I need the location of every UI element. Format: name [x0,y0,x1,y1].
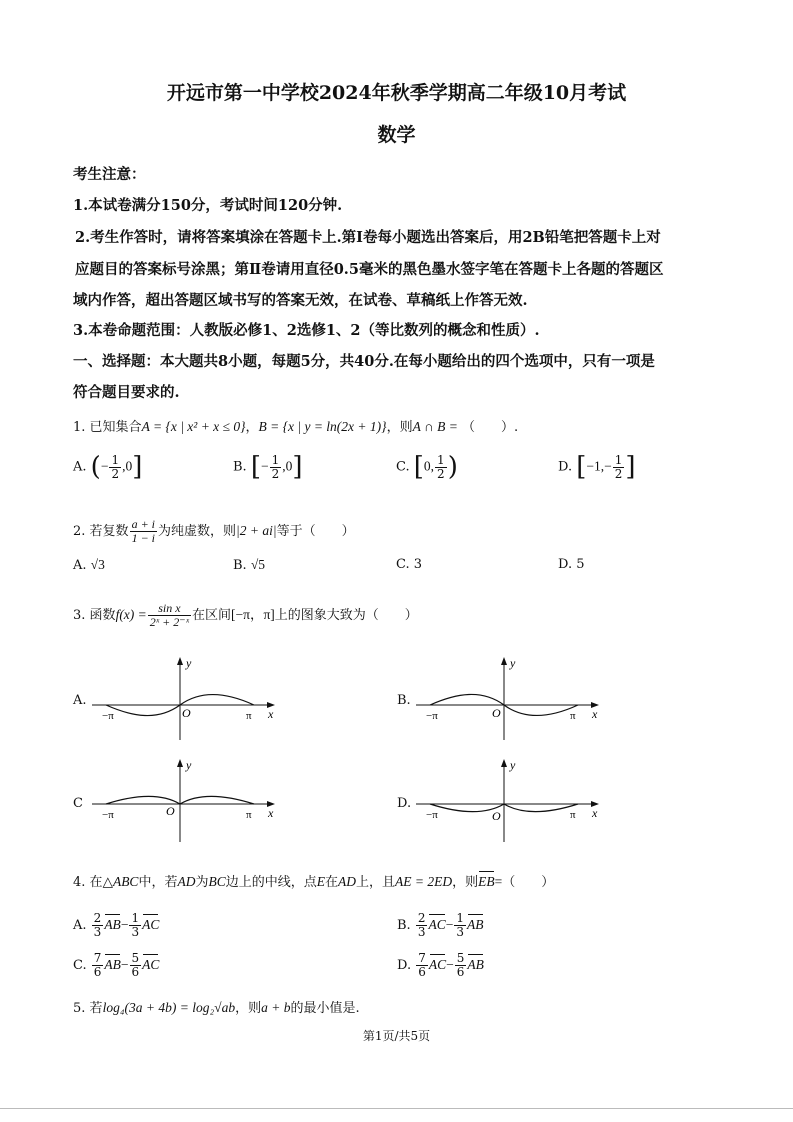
bracket: [ [250,452,261,482]
question-number: 5. [73,1001,86,1016]
question-2 [73,518,355,545]
q3-option-c-graph[interactable] [88,757,288,847]
separator: ， [245,420,259,435]
question-number: 3. [73,608,86,623]
vector: AB [104,917,121,932]
bracket: [ [413,452,424,482]
q3-option-a-label[interactable]: A. [73,693,87,708]
denominator: 2 [111,466,120,481]
equals: = [494,874,503,889]
numerator: 5 [131,951,140,965]
option-label: D. [558,459,573,475]
segment: AD [338,874,357,889]
sign: − [120,957,129,972]
neg-pi-label: −π [102,710,114,722]
section-1-intro-line-1: 一、选择题：本大题共8小题，每题5分，共40分.在每小题给出的四个选项中，只有一项是 [73,353,655,370]
triangle: △ABC [102,874,139,889]
denominator: 6 [418,965,426,979]
option-label: A. [73,918,87,933]
page-bottom-divider [0,1108,793,1109]
q4-option-a[interactable] [73,912,159,939]
exam-subject: 数学 [377,124,416,146]
notice-item-2-line-2: 应题目的答案标号涂黑；第Ⅱ卷请用直径0.5毫米的黑色墨水签字笔在答题卡上各题的答题区 [75,261,664,278]
y-axis-label: y [510,656,516,670]
neg-pi-label: −π [426,809,438,821]
notice-item-2-line-1: 2.考生作答时，请将答案填涂在答题卡上.第Ⅰ卷每小题选出答案后，用2B铅笔把答题卡上对 [75,229,661,246]
option-part: − [100,458,109,474]
option-part: ,0 [122,458,133,474]
question-text: ，则 [235,1001,262,1016]
question-text: 中，若 [138,875,178,890]
origin-label: O [492,809,501,823]
question-text: 为纯虚数，则 [158,524,237,539]
x-axis-label: x [268,806,274,820]
q3-option-d-graph[interactable] [412,757,612,847]
option-label: A. [73,558,87,573]
option-part: − [260,458,269,474]
modulus-expr: |2 + ai| [236,523,277,538]
q3-option-a-graph[interactable] [88,655,288,745]
y-axis-label: y [186,758,192,772]
numerator: sin x [148,602,191,616]
vector: AC [428,917,446,932]
q4-option-c[interactable] [73,952,159,979]
question-4 [73,871,554,890]
y-axis-label: y [186,656,192,670]
q3-option-d-label[interactable]: D. [397,796,412,811]
intersection-expr: A ∩ B = [412,419,458,434]
question-text: 函数 [89,608,116,623]
denominator: 3 [456,925,464,939]
q1-option-c[interactable] [396,452,458,482]
notice-item-3: 3.本卷命题范围：人教版必修1、2选修1、2（等比数列的概念和性质）. [73,322,540,339]
q1-option-a[interactable] [73,452,142,482]
numerator: 2 [417,911,426,925]
option-label: C. [396,459,410,475]
vector: AC [428,957,447,972]
vector: AB [467,957,484,972]
question-1 [73,416,518,435]
function-lhs: f(x) = [115,607,147,622]
section-1-intro-line-2: 符合题目要求的. [73,384,180,401]
q2-option-d[interactable]: D. 5 [558,557,585,572]
numerator: 7 [418,951,426,965]
sign: − [445,917,454,932]
vector: AC [142,917,160,932]
denominator: 1 − i [131,531,155,545]
bracket: ] [292,452,303,482]
notice-item-2-line-3: 域内作答，超出答题区域书写的答案无效，在试卷、草稿纸上作答无效. [73,292,528,309]
origin-label: O [492,706,501,720]
pi-label: π [246,710,252,722]
option-value: √5 [250,557,265,572]
q4-option-d[interactable] [397,952,484,979]
vector-eb: EB [478,874,495,889]
pi-label: π [570,710,576,722]
pi-label: π [570,809,576,821]
question-text: 若复数 [89,524,129,539]
sign: − [446,957,454,972]
neg-pi-label: −π [426,710,438,722]
question-number: 4. [73,875,86,890]
x-axis-label: x [592,806,598,820]
notice-heading: 考生注意： [73,166,146,183]
vector: AB [104,957,121,972]
x-axis-label: x [268,707,274,721]
numerator: 1 [131,911,140,925]
x-axis-label: x [592,707,598,721]
option-value: √3 [90,557,105,572]
numerator: 1 [614,452,623,467]
point: E [316,874,326,889]
option-part: ,0 [282,458,293,474]
page-footer: 第1页/共5页 [362,1029,431,1043]
question-5 [73,997,360,1016]
question-text: 上，且 [356,875,396,890]
bracket: ] [625,452,636,482]
numerator: 1 [456,911,464,925]
origin-label: O [182,706,191,720]
numerator: 1 [271,452,280,467]
vector: AC [142,957,160,972]
log-equation: log₄(3a + 4b) = log₂√ab [102,1000,236,1015]
question-text: 上的图象大致为（ ） [274,608,418,623]
question-text: 的最小值是. [290,1001,360,1016]
denominator: 6 [131,965,140,979]
bracket: ( [90,452,101,482]
sum-expr: a + b [261,1000,291,1015]
numerator: a + i [131,517,155,531]
numerator: 2 [93,911,102,925]
set-a: A = {x | x² + x ≤ 0} [141,419,246,434]
q3-option-b-graph[interactable] [412,655,612,745]
denominator: 3 [93,925,102,939]
option-part: −1,− [586,458,612,474]
vector: AB [467,917,484,932]
question-text: ，则 [452,875,479,890]
numerator: 5 [456,951,465,965]
y-axis-label: y [510,758,516,772]
bracket: ) [447,452,458,482]
question-3 [73,602,418,629]
sign: − [120,917,129,932]
condition: AE = 2ED [395,874,453,889]
segment: AD [177,874,196,889]
segment: BC [208,874,226,889]
set-b: B = {x | y = ln(2x + 1)} [258,419,387,434]
numerator: 7 [93,951,102,965]
q2-option-a[interactable] [73,557,105,573]
question-text: 在 [325,875,339,890]
denominator: 2 [437,466,445,481]
numerator: 1 [437,452,445,467]
q3-option-c-label[interactable]: C [73,796,83,811]
question-text: 等于（ ） [276,524,355,539]
question-text: 为 [195,875,209,890]
answer-paren: （ ）. [461,420,519,435]
q4-option-b[interactable] [397,912,484,939]
q1-option-d[interactable] [558,452,636,482]
q2-option-b[interactable] [233,557,265,573]
question-number: 2. [73,524,86,539]
denominator: 3 [131,925,140,939]
notice-item-1: 1.本试卷满分150分，考试时间120分钟. [73,197,343,214]
answer-paren: （ ） [502,875,555,890]
option-label: C. [73,958,87,973]
exam-title: 开远市第一中学校2024年秋季学期高二年级10月考试 [166,82,627,104]
pi-label: π [246,809,252,821]
question-text: 若 [89,1001,103,1016]
option-label: B. [233,558,247,573]
option-label: A. [73,459,87,475]
question-text: 已知集合 [89,420,142,435]
question-text: 在 [89,875,103,890]
question-text: 边上的中线，点 [225,875,317,890]
option-label: B. [397,918,411,933]
denominator: 2 [614,466,623,481]
denominator: 2 [271,466,280,481]
q2-option-c[interactable]: C. 3 [396,557,423,572]
question-number: 1. [73,420,86,435]
bracket: ] [132,452,143,482]
denominator: 3 [417,925,426,939]
q1-option-b[interactable] [233,452,303,482]
denominator: 2ˣ + 2⁻ˣ [149,615,189,629]
q3-option-b-label[interactable]: B. [397,693,411,708]
interval: [−π，π] [231,607,275,622]
denominator: 6 [456,965,465,979]
denominator: 6 [93,965,102,979]
option-label: B. [233,459,247,475]
option-part: 0, [423,458,435,474]
origin-label: O [166,804,175,818]
numerator: 1 [111,452,120,467]
bracket: [ [576,452,587,482]
question-text: ，则 [386,420,413,435]
option-label: D. [397,958,412,973]
neg-pi-label: −π [102,809,114,821]
question-text: 在区间 [192,608,232,623]
